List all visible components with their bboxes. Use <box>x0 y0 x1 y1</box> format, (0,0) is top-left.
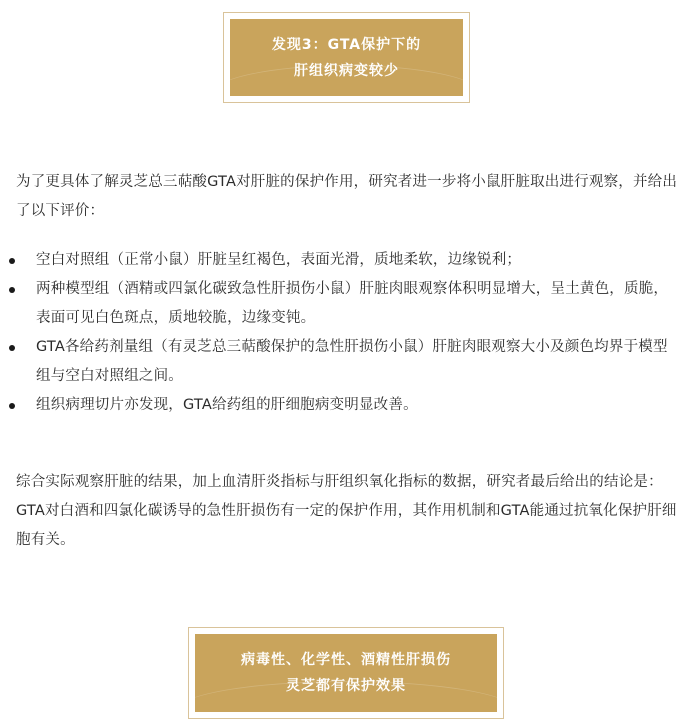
list-item <box>0 246 686 275</box>
conclusion-paragraph: 综合实际观察肝脏的结果，加上血清肝炎指标与肝组织氧化指标的数据，研究者最后给出的结论是：GTA对白酒和四氯化碳诱导的急性肝损伤有一定的保护作用，其作用机制和GTA能通过抗氧化保护肝细胞有关。 <box>16 474 677 548</box>
section-heading-line-1: 发现3：GTA保护下的 <box>271 36 422 53</box>
list-item <box>0 391 686 420</box>
findings-list <box>0 246 686 420</box>
list-item <box>0 275 686 333</box>
bullet-dot-icon <box>9 287 15 293</box>
bullet-dot-icon <box>9 403 15 409</box>
bullet-dot-icon <box>9 258 15 264</box>
section-heading-line-2: 肝组织病变较少 <box>294 62 399 79</box>
intro-paragraph: 为了更具体了解灵芝总三萜酸GTA对肝脏的保护作用，研究者进一步将小鼠肝脏取出进行观察，并给出了以下评价： <box>16 174 678 219</box>
footer-banner-line-2: 灵芝都有保护效果 <box>286 678 406 694</box>
list-item-text: 空白对照组（正常小鼠）肝脏呈红褐色，表面光滑，质地柔软，边缘锐利； <box>36 252 522 268</box>
bullet-dot-icon <box>9 345 15 351</box>
section-heading-banner <box>223 12 470 103</box>
list-item-text: 组织病理切片亦发现，GTA给药组的肝细胞病变明显改善。 <box>36 397 418 413</box>
footer-banner-box <box>195 634 497 712</box>
footer-banner-line-1: 病毒性、化学性、酒精性肝损伤 <box>241 652 451 668</box>
footer-banner <box>188 627 504 719</box>
list-item <box>0 333 686 391</box>
list-item-text: GTA各给药剂量组（有灵芝总三萜酸保护的急性肝损伤小鼠）肝脏肉眼观察大小及颜色均界于模型组与空白对照组之间。 <box>36 339 668 384</box>
section-heading-box <box>230 19 463 96</box>
list-item-text: 两种模型组（酒精或四氯化碳致急性肝损伤小鼠）肝脏肉眼观察体积明显增大，呈土黄色，质脆，表面可见白色斑点，质地较脆，边缘变钝。 <box>36 281 669 326</box>
